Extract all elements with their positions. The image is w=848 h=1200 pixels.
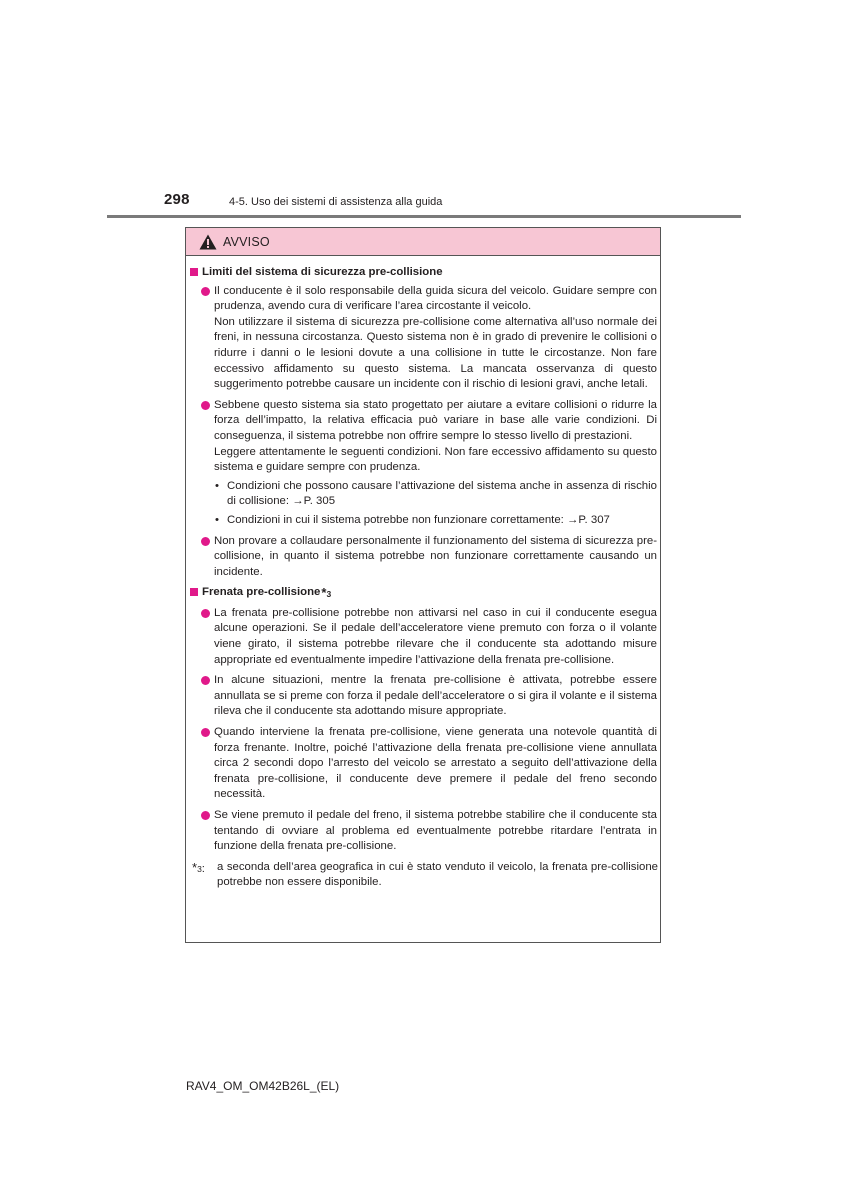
round-bullet-icon xyxy=(201,811,210,820)
paragraph: La frenata pre-collisione potrebbe non attivarsi nel caso in cui il conducente esegua alcune operazioni. Se il pedale dell’acceleratore viene premuto con forza o il volante viene girato, il sistema potrebbe rilevare che il conducente sta adottando misure appropriate ed eventualmente impedire l’attivazione della frenata pre-collisione. xyxy=(214,606,657,666)
section-heading-text: Limiti del sistema di sicurezza pre-collisione xyxy=(202,266,443,278)
sub-item-text: Condizioni che possono causare l’attivazione del sistema anche in assenza di rischio di collisione: →P. 305 xyxy=(227,479,657,508)
list-item xyxy=(190,534,658,581)
footnote-text: a seconda dell’area geografica in cui è stato venduto il veicolo, la frenata pre-collisione potrebbe non essere disponibile. xyxy=(217,860,658,889)
list-item xyxy=(190,284,658,393)
footnote-star: * xyxy=(192,859,198,875)
round-bullet-icon xyxy=(201,609,210,618)
warning-header xyxy=(186,228,660,256)
sub-bullet-marker: • xyxy=(215,479,219,492)
round-bullet-icon xyxy=(201,676,210,685)
footnote-reference xyxy=(321,585,331,603)
list-item xyxy=(190,398,658,529)
warning-content xyxy=(190,265,658,891)
footnote xyxy=(190,860,658,891)
round-bullet-icon xyxy=(201,728,210,737)
section-heading-text: Frenata pre-collisione xyxy=(202,586,321,599)
paragraph: Leggere attentamente le seguenti condizioni. Non fare eccessivo affidamento su questo sistema e guidare sempre con prudenza. xyxy=(214,445,657,474)
sub-list-item xyxy=(214,479,657,510)
section-title: 4-5. Uso dei sistemi di assistenza alla guida xyxy=(229,196,443,208)
paragraph: Non utilizzare il sistema di sicurezza pre-collisione come alternativa all’uso normale dei freni, in nessuna circostanza. Questo sistema non è in grado di prevenire le collisioni o ridurre i danni o le lesioni dovute a una collisione in tutte le circostanze. Non fare eccessivo affidamento su questo sistema. La mancata osservanza di questo suggerimento potrebbe causare un incidente con il rischio di lesioni gravi, anche letali. xyxy=(214,315,657,391)
footnote-number: 3 xyxy=(326,589,332,600)
sub-bullet-marker: • xyxy=(215,513,219,526)
warning-title: AVVISO xyxy=(223,234,270,249)
paragraph: Se viene premuto il pedale del freno, il sistema potrebbe stabilire che il conducente sta tentando di ovviare al problema ed eventualmente potrebbe ritardare l’entrata in funzione della frenata pre-collisione. xyxy=(214,809,657,853)
footnote-number: 3 xyxy=(197,863,202,874)
list-item xyxy=(190,606,658,668)
paragraph: Non provare a collaudare personalmente il funzionamento del sistema di sicurezza pre-collisione, in quanto il sistema potrebbe non funzionare correttamente causando un incidente. xyxy=(214,534,657,578)
round-bullet-icon xyxy=(201,537,210,546)
footnote-marker xyxy=(192,860,217,878)
list-item xyxy=(190,725,658,803)
list-item xyxy=(190,673,658,720)
warning-box xyxy=(185,227,661,943)
footnote-colon: : xyxy=(201,862,205,875)
paragraph: Il conducente è il solo responsabile della guida sicura del veicolo. Guidare sempre con prudenza, avendo cura di verificare l’area circostante il veicolo. xyxy=(214,284,657,313)
header-rule xyxy=(107,215,741,218)
footnote-star: * xyxy=(321,585,327,601)
square-bullet-icon xyxy=(190,268,198,276)
warning-triangle-icon xyxy=(199,234,217,250)
round-bullet-icon xyxy=(201,287,210,296)
page-number: 298 xyxy=(164,191,190,208)
round-bullet-icon xyxy=(201,401,210,410)
paragraph: Quando interviene la frenata pre-collisione, viene generata una notevole quantità di forza frenante. Inoltre, poiché l’attivazione della frenata pre-collisione viene annullata circa 2 secondi dopo l’arresto del veicolo se arrestato a seguito dell’attivazione della frenata pre-collisione, il conducente deve premere il pedale del freno secondo necessità. xyxy=(214,726,657,801)
paragraph: Sebbene questo sistema sia stato progettato per aiutare a evitare collisioni o ridurre la forza dell’impatto, la relativa efficacia può variare in base alle varie condizioni. Di conseguenza, il sistema potrebbe non offrire sempre lo stesso livello di prestazioni. xyxy=(214,398,657,442)
list-item xyxy=(190,808,658,855)
paragraph: In alcune situazioni, mentre la frenata pre-collisione è attivata, potrebbe essere annullata se si preme con forza il pedale dell’acceleratore o si gira il volante e il sistema rileva che il conducente sta adottando misure appropriate. xyxy=(214,674,657,718)
square-bullet-icon xyxy=(190,588,198,596)
sub-item-text: Condizioni in cui il sistema potrebbe non funzionare correttamente: →P. 307 xyxy=(227,513,610,526)
document-code: RAV4_OM_OM42B26L_(EL) xyxy=(186,1079,340,1093)
section-heading xyxy=(190,585,658,603)
section-heading xyxy=(190,265,658,281)
sub-list-item xyxy=(214,513,657,529)
